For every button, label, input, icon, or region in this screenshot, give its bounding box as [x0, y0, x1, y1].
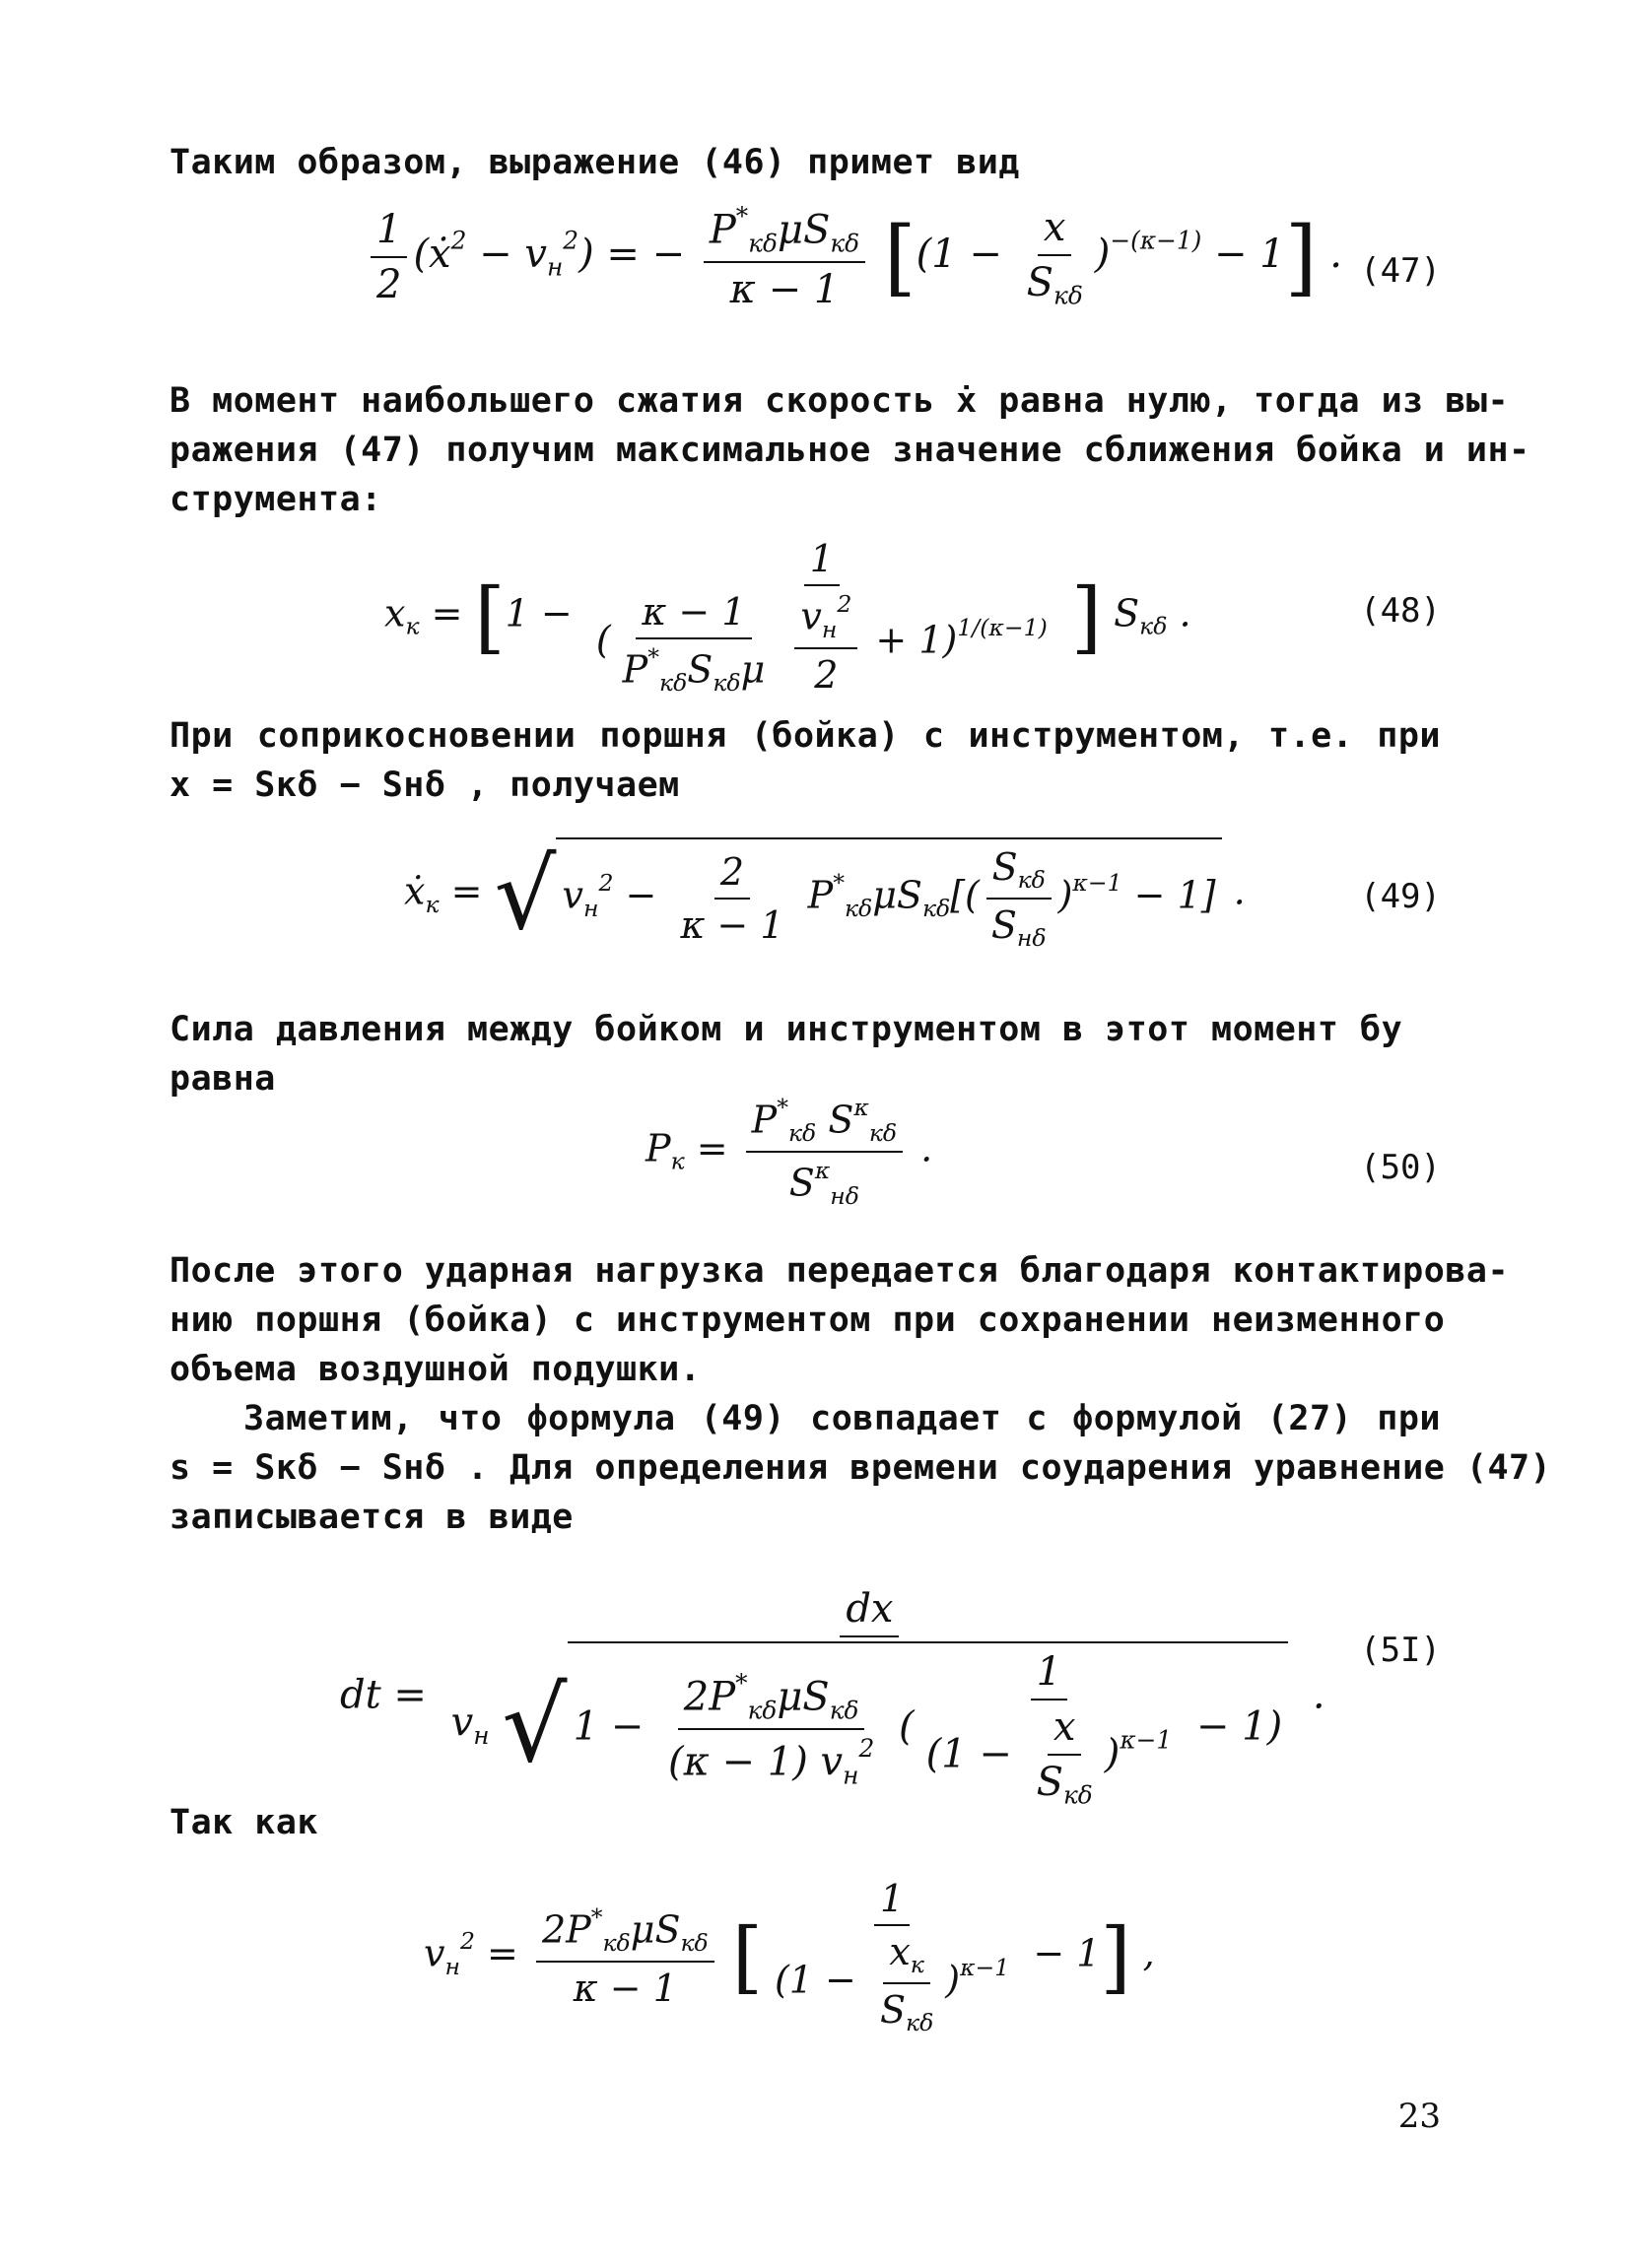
text-line: Таким образом, выражение (46) примет вид	[170, 143, 1020, 182]
text-line: При соприкосновении поршня (бойка) с инструментом, т.е. при	[170, 716, 1441, 756]
text-line: объема воздушной подушки.	[170, 1350, 702, 1389]
eq48-fraction: 1 ( $\frac{\kappa - 1}{P^*_{к\delta}S_{к\delta}\mu}$ $\frac{v_н^2}{2}$ + 1)$^{1/(\kappa-1)}$	[595, 537, 1048, 697]
eq51-fraction: dx $v_н$ √ 1 − $\frac{2P^*_{к\delta}\mu S_{к\delta}}{(\kappa - 1) v_н^2}$ ( 1 (1 − $\frac{x}{S_{к\delta}}$ )$^{\kappa-1}$ − 1)	[445, 1586, 1295, 1810]
eq50-fraction: $\frac{P^*_{к\delta} S^\kappa_{к\delta}}{S^\kappa_{н\delta}}$	[746, 1094, 903, 1210]
text-line: s = Sкδ − Sнδ . Для определения времени соударения уравнение (47)	[170, 1448, 1552, 1488]
equation-number-48: (48)	[1360, 591, 1441, 631]
equation-number-50: (50)	[1360, 1148, 1441, 1187]
equation-49: ẋ$_к$ = √ $v_н^2$ − $\frac{2}{\kappa - 1}$ $P^*_{к\delta}\mu S_{к\delta}$[( $\frac{S_{к\delta}}{S_{н\delta}}$ )$^{\kappa-1}$ − 1] .	[404, 837, 1246, 953]
eq52-fraction: $\frac{2P^*_{к\delta}\mu S_{к\delta}}{\kappa - 1}$	[536, 1903, 714, 2010]
paragraph-impact-load	[170, 1246, 1510, 1394]
text-line: равна	[170, 1059, 276, 1099]
text-line: После этого ударная нагрузка передается благодаря контактирова-	[170, 1251, 1510, 1291]
text-line: Так как	[170, 1803, 319, 1842]
paragraph-contact	[170, 711, 1441, 810]
text-line: В момент наибольшего сжатия скорость ẋ равна нулю, тогда из вы-	[170, 381, 1510, 421]
equation-number-47: (47)	[1360, 251, 1441, 291]
equation-50: $P_к$ = $\frac{P^*_{к\delta} S^\kappa_{к\delta}}{S^\kappa_{н\delta}}$ .	[645, 1094, 933, 1210]
paragraph-pressure-force	[170, 1005, 1441, 1103]
paragraph-max-compression	[170, 376, 1530, 524]
eq49-root: √ $v_н^2$ − $\frac{2}{\kappa - 1}$ $P^*_{к\delta}\mu S_{к\delta}$[( $\frac{S_{к\delta}}{S_{н\delta}}$ )$^{\kappa-1}$ − 1]	[495, 837, 1222, 952]
equation-number-51: (5I)	[1360, 1631, 1441, 1670]
paragraph-intro	[170, 138, 1441, 187]
equation-vn-squared: $v_н^2$ = $\frac{2P^*_{к\delta}\mu S_{к\delta}}{\kappa - 1}$ [ 1 (1 − $\frac{x_к}{S_{к\delta}}$ )$^{\kappa-1}$ − 1] ,	[424, 1877, 1155, 2037]
equation-48: $x_к = [1$ − 1 ( $\frac{\kappa - 1}{P^*_{к\delta}S_{к\delta}\mu}$ $\frac{v_н^2}{2}$ + 1)$^{1/(\kappa-1)}$ ] $S_{к\delta}$ .	[384, 537, 1191, 697]
text-line: x = Sкδ − Sнδ , получаем	[170, 766, 680, 805]
eq47-lhs: (ẋ$^2$ − $v_н^2$) = −	[413, 226, 686, 282]
text-line: Сила давления между бойком и инструментом в этот момент бу	[170, 1010, 1403, 1049]
equation-51: dt = dx $v_н$ √ 1 − $\frac{2P^*_{к\delta}\mu S_{к\delta}}{(\kappa - 1) v_н^2}$ ( 1 (1 − $\frac{x}{S_{к\delta}}$ )$^{\kappa-1}$ − 1) .	[340, 1586, 1325, 1810]
text-line: нию поршня (бойка) с инструментом при сохранении неизменного	[170, 1301, 1446, 1340]
equation-number-49: (49)	[1360, 877, 1441, 916]
text-line: ражения (47) получим максимальное значение сближения бойка и ин-	[170, 431, 1530, 470]
fraction-half: $\frac{1}{2}$	[371, 207, 407, 307]
text-line: Заметим, что формула (49) совпадает с формулой (27) при	[243, 1399, 1441, 1438]
eq47-fraction: $\frac{P^*_{к\delta}\mu S_{к\delta}}{\kappa - 1}$	[704, 202, 865, 312]
paragraph-since	[170, 1798, 1441, 1847]
text-line: записывается в виде	[170, 1498, 574, 1537]
text-line: струмента:	[170, 480, 382, 519]
equation-47: $\frac{1}{2}$ (ẋ$^2$ − $v_н^2$) = − $\frac{P^*_{к\delta}\mu S_{к\delta}}{\kappa - 1}$ [(1 − $\frac{x}{S_{к\delta}}$ )$^{-(\kappa-1)}$ − 1] .	[365, 202, 1342, 312]
page-number: 23	[1397, 2097, 1441, 2136]
paragraph-note	[170, 1394, 1552, 1542]
